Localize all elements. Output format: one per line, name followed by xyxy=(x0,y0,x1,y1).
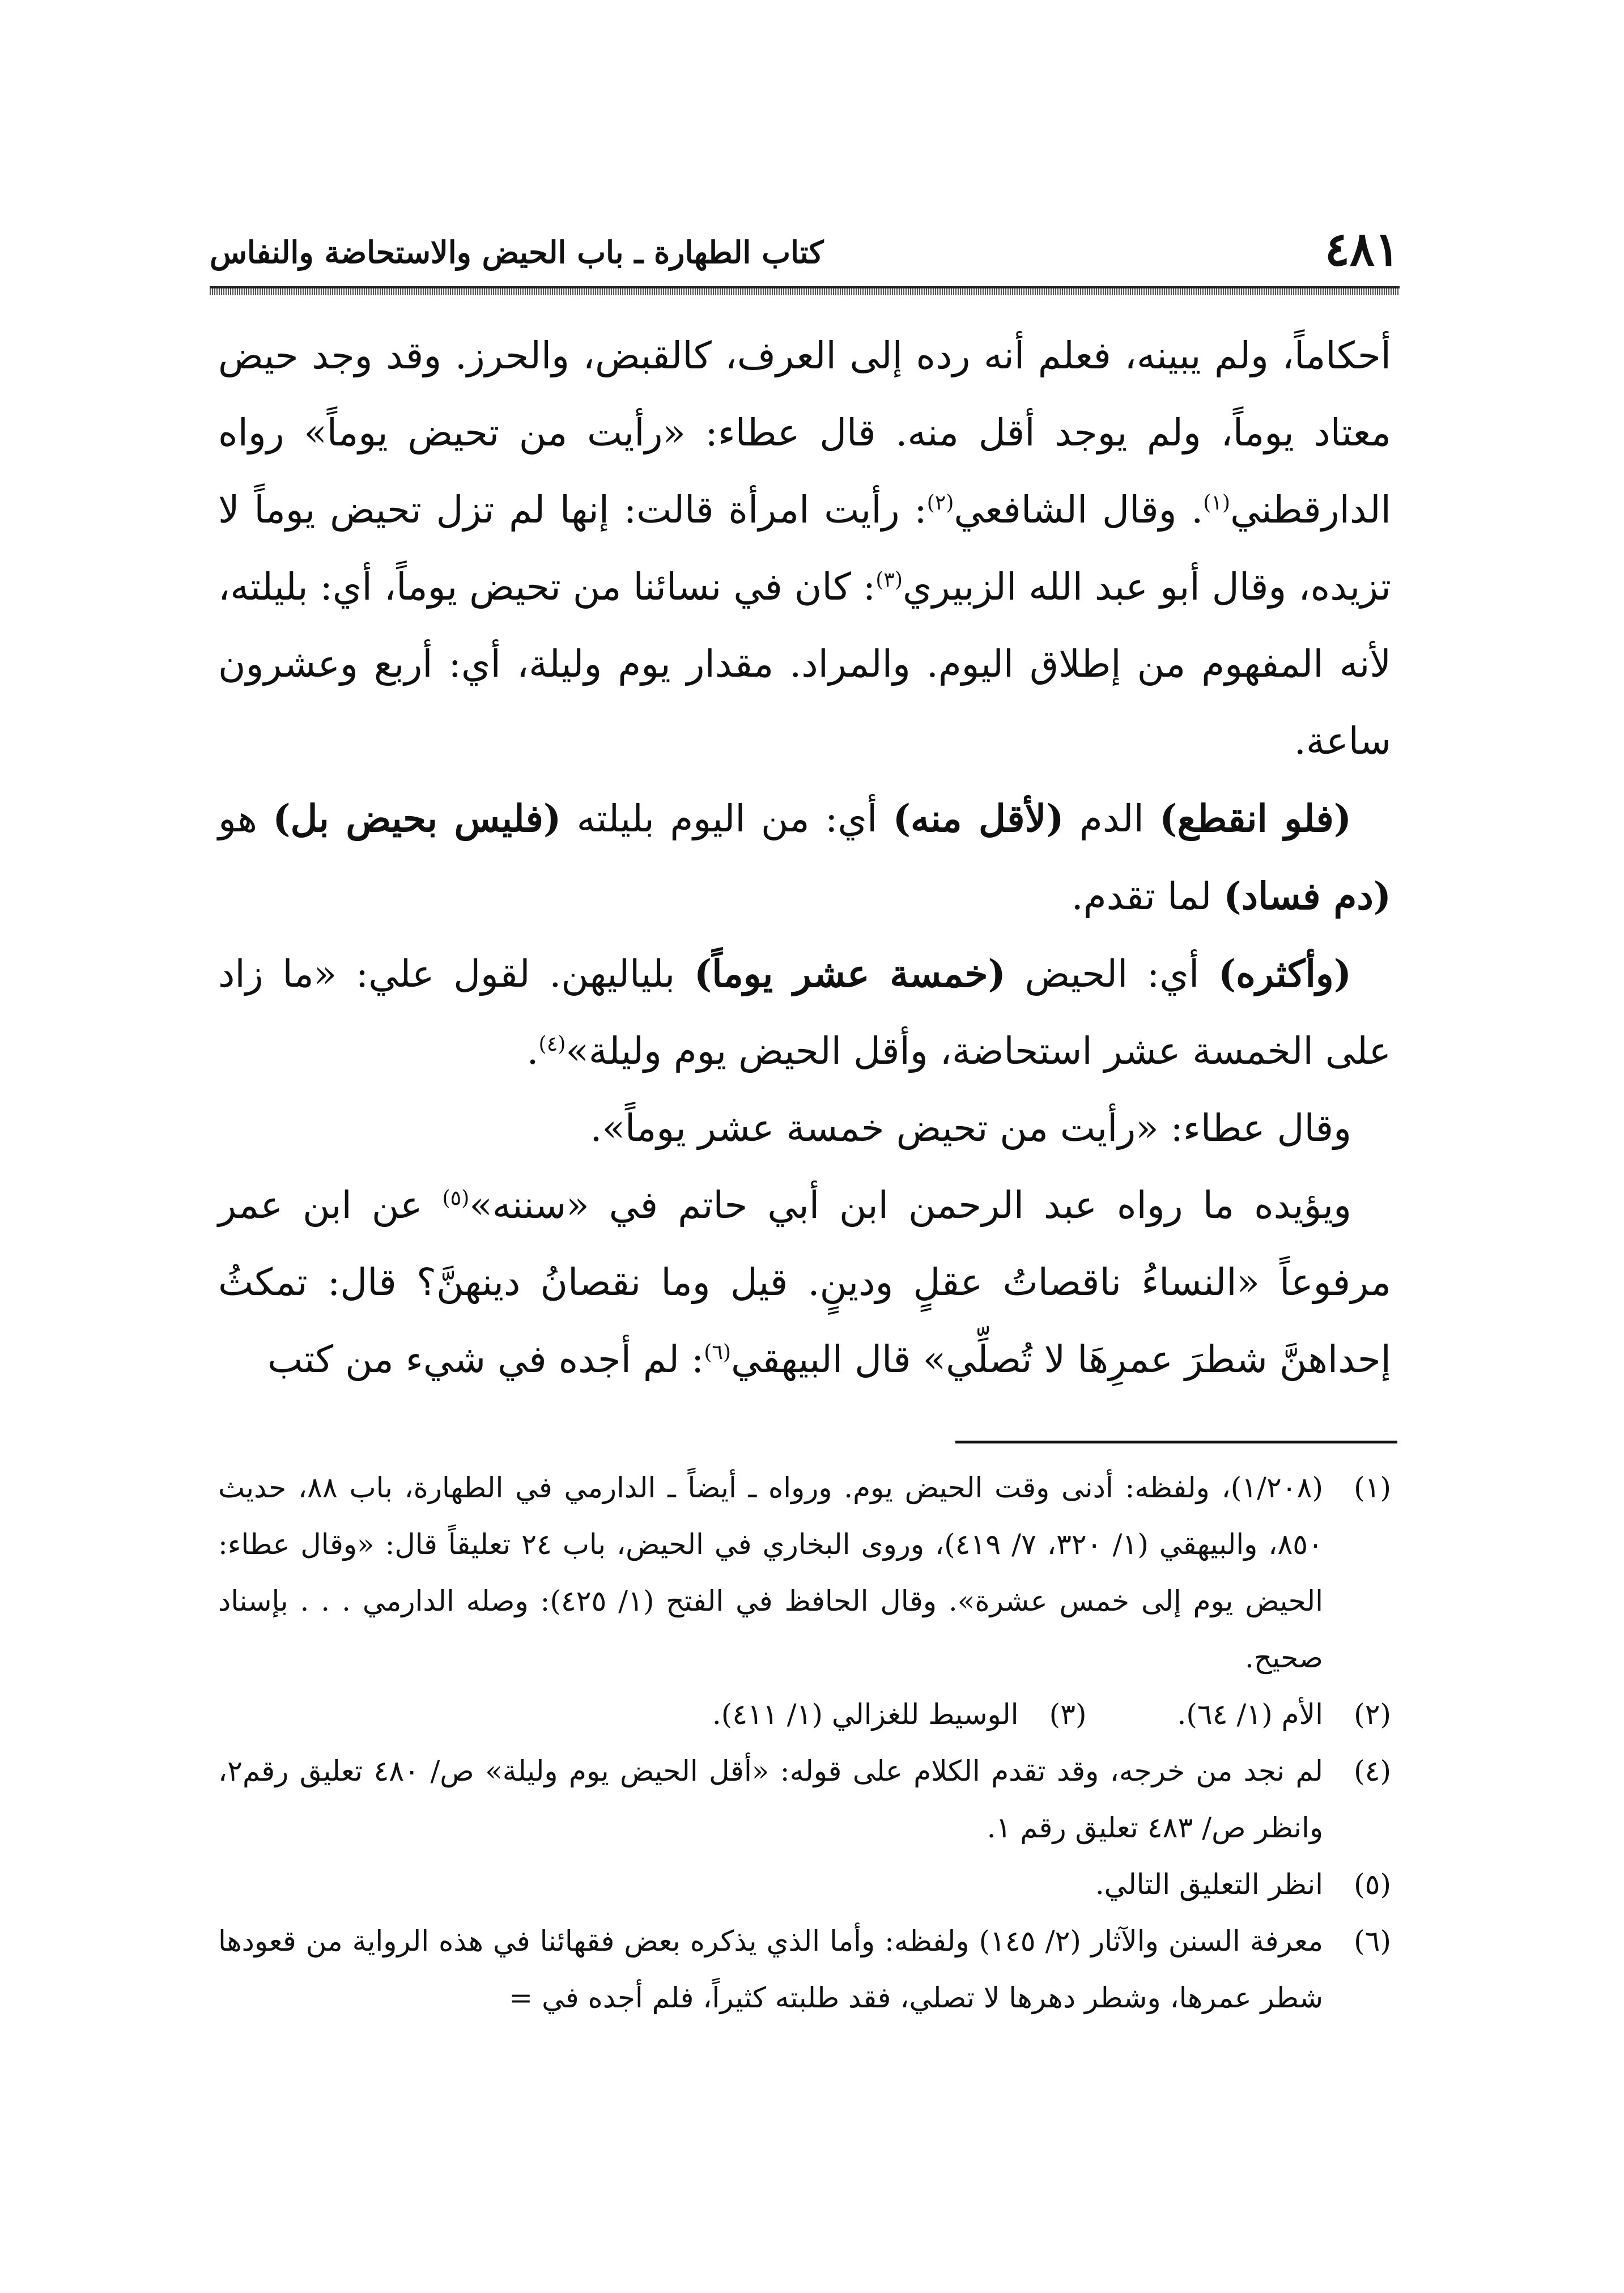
footnote-text: معرفة السنن والآثار (٢/ ١٤٥) ولفظه: وأما الذي يذكره بعض فقهائنا في هذه الرواية من قعودها شطر عمرها، وشطر دهرها لا تصلي، فقد طلبته كثيراً، فلم أجده في = xyxy=(218,1925,1323,2014)
footnote-marker: (٤) xyxy=(538,1031,566,1056)
paragraph: ويؤيده ما رواه عبد الرحمن ابن أبي حاتم في «سننه»$^{(٥)}$ عن ابن عمر مرفوعاً «النساءُ ناقصاتُ عقلٍ ودينٍ. قيل وما نقصانُ دينهنَّ؟ قال: تمكثُ إحداهنَّ شطرَ عمرِهَا لا تُصلِّي» قال البيهقي$^{(٦)}$: لم أجده في شيء من كتب xyxy=(218,1183,1391,1381)
footnote-text: (١/٢٠٨)، ولفظه: أدنى وقت الحيض يوم. ورواه ـ أيضاً ـ الدارمي في الطهارة، باب ٨٨، حديث ٨٥٠، والبيهقي (١/ ٣٢٠، ٧/ ٤١٩)، وروى البخاري في الحيض، باب ٢٤ تعليقاً قال: «وقال عطاء: الحيض يوم إلى خمس عشرة». وقال الحافظ في الفتح (١/ ٤٢٥): وصله الدارمي . . . بإسناد صحيح. xyxy=(218,1471,1324,1674)
header-divider xyxy=(210,286,1400,295)
footnote-marker: (١) xyxy=(1203,490,1231,515)
paragraph: (فلو انقطع) الدم (لأقل منه) أي: من اليوم بليلته (فليس بحيض بل) هو (دم فساد) لما تقدم. xyxy=(218,796,1391,918)
footnote-number: (٥) xyxy=(1354,1868,1391,1901)
footnote-number: (١) xyxy=(1354,1471,1391,1504)
footnote xyxy=(218,1459,1391,1686)
footnote-marker: (٣) xyxy=(875,567,903,592)
footnote xyxy=(218,1913,1391,2026)
footnote-text: الأم (١/ ٦٤). xyxy=(1177,1698,1323,1731)
footnote-marker: (٦) xyxy=(704,1340,732,1364)
footnote-number: (٣) xyxy=(1049,1698,1087,1731)
footnote-text: انظر التعليق التالي. xyxy=(1095,1868,1323,1901)
footnote xyxy=(218,1743,1391,1856)
matn-text: (فليس بحيض بل) xyxy=(273,796,562,840)
matn-text: (لأقل منه) xyxy=(892,796,1064,840)
matn-text: (خمسة عشر يوماً) xyxy=(694,952,1006,996)
footnotes xyxy=(218,1459,1391,2026)
footnote xyxy=(1177,1686,1392,1743)
matn-text: (دم فساد) xyxy=(1223,874,1391,918)
footnote-number: (٤) xyxy=(1354,1755,1391,1787)
main-text xyxy=(218,317,1391,1398)
footnote-separator xyxy=(955,1441,1397,1443)
page-number: ٤٨١ xyxy=(1324,222,1400,277)
matn-text: (فلو انقطع) xyxy=(1159,796,1351,840)
running-header xyxy=(210,218,1400,281)
paragraph: (وأكثره) أي: الحيض (خمسة عشر يوماً) بلياليهن. لقول علي: «ما زاد على الخمسة عشر استحاضة، وأقل الحيض يوم وليلة»$^{(٤)}$. xyxy=(218,952,1391,1073)
paragraph: أحكاماً، ولم يبينه، فعلم أنه رده إلى العرف، كالقبض، والحرز. وقد وجد حيض معتاد يوماً، ولم يوجد أقل منه. قال عطاء: «رأيت من تحيض يوماً» رواه الدارقطني$^{(١)}$. وقال الشافعي$^{(٢)}$: رأيت امرأة قالت: إنها لم تزل تحيض يوماً لا تزيده، وقال أبو عبد الله الزبيري$^{(٣)}$: كان في نسائنا من تحيض يوماً، أي: بليلته، لأنه المفهوم من إطلاق اليوم. والمراد. مقدار يوم وليلة، أي: أربع وعشرون ساعة. xyxy=(218,334,1391,763)
footnote-marker: (٥) xyxy=(442,1186,470,1210)
footnote-marker: (٢) xyxy=(926,490,954,515)
footnote-number: (٢) xyxy=(1354,1698,1391,1731)
matn-text: (وأكثره) xyxy=(1218,952,1352,996)
footnote xyxy=(712,1686,1087,1743)
footnote-text: الوسيط للغزالي (١/ ٤١١). xyxy=(712,1698,1019,1731)
running-title: كتاب الطهارة ـ باب الحيض والاستحاضة والنفاس xyxy=(210,234,824,270)
footnote xyxy=(218,1856,1391,1913)
footnote-row xyxy=(218,1686,1391,1743)
footnote-number: (٦) xyxy=(1354,1925,1391,1957)
footnote-text: لم نجد من خرجه، وقد تقدم الكلام على قوله: «أقل الحيض يوم وليلة» ص/ ٤٨٠ تعليق رقم٢، وانظر ص/ ٤٨٣ تعليق رقم ١. xyxy=(218,1755,1323,1844)
paragraph: وقال عطاء: «رأيت من تحيض خمسة عشر يوماً». xyxy=(590,1106,1351,1150)
